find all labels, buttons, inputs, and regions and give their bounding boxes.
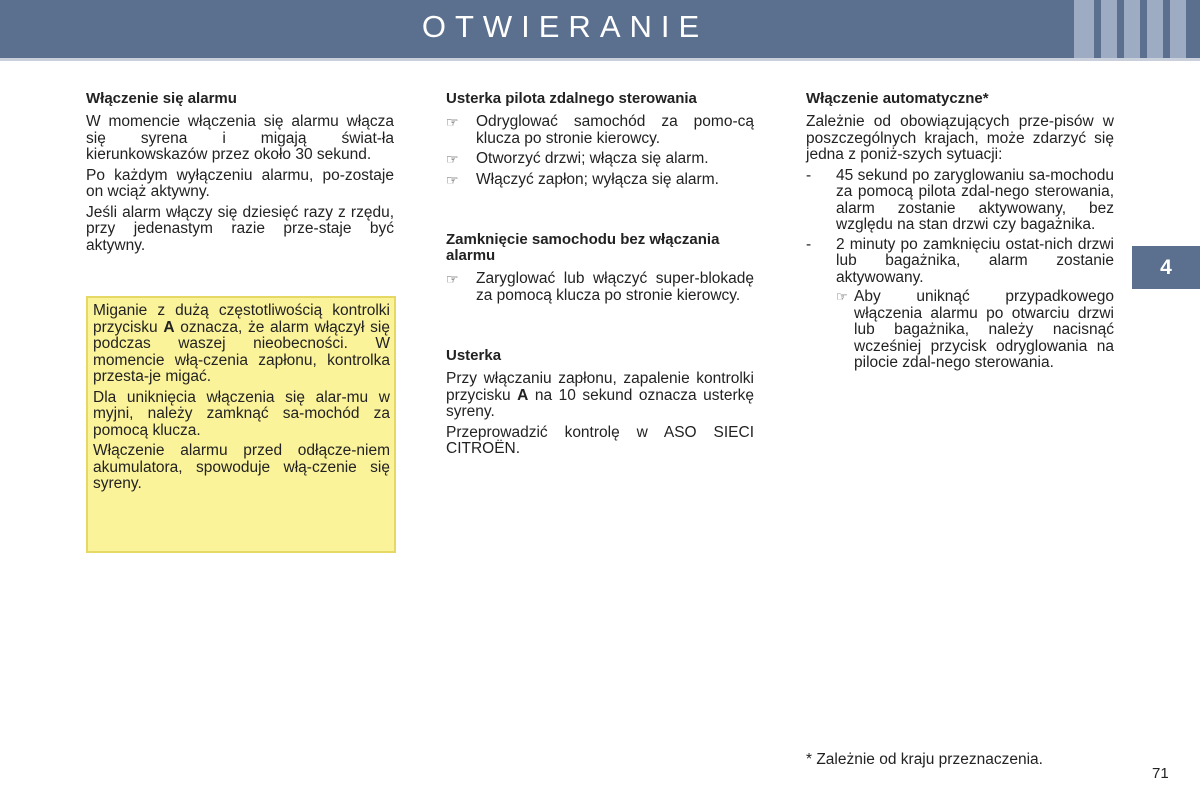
pointing-hand-icon: ☞ — [446, 271, 459, 287]
paragraph — [446, 371, 754, 421]
footnote: * Zależnie od kraju przeznaczenia. — [806, 751, 1043, 768]
paragraph-text: na 10 sekund oznacza usterkę syreny. — [446, 386, 754, 420]
dash-item — [806, 237, 1114, 287]
pointing-hand-icon: ☞ — [446, 171, 459, 188]
dash-item — [806, 168, 1114, 234]
dash-marker: - — [806, 166, 812, 184]
paragraph: Po każdym wyłączeniu alarmu, po-zostaje on wciąż aktywny. — [86, 166, 394, 200]
header-stripes — [1074, 0, 1186, 58]
paragraph: Przeprowadzić kontrolę w ASO SIECI CITROËN. — [446, 423, 754, 457]
list-item — [446, 271, 754, 304]
paragraph: Zależnie od obowiązujących prze-pisów w poszczególnych krajach, może zdarzyć się jedna z poniż-szych sytuacji: — [806, 113, 1114, 163]
chapter-tab: 4 — [1132, 246, 1200, 289]
note-text: oznacza, że alarm włączył się podczas waszej nieobecności. W momencie włą-czenia zapłonu, kontrolka przesta-je migać. — [93, 318, 390, 385]
column-1 — [86, 91, 394, 258]
dash-marker: - — [806, 235, 812, 253]
list-item — [446, 172, 754, 189]
header-stripe — [1101, 0, 1117, 58]
note-paragraph: Dla uniknięcia włączenia się alar-mu w myjni, należy zamknąć sa-mochód za pomocą klucza. — [93, 388, 390, 439]
note-paragraph: Włączenie alarmu przed odłącze-niem akumulatora, spowoduje włą-czenie się syreny. — [93, 442, 390, 492]
column-3 — [806, 91, 1114, 375]
section-heading: Zamknięcie samochodu bez włączania alarmu — [446, 231, 720, 264]
sub-item — [836, 289, 1114, 372]
button-reference: A — [163, 318, 175, 336]
page-header — [0, 0, 1200, 58]
highlight-note — [86, 296, 396, 553]
note-text: Miganie z dużą częstotliwością kontrolki przycisku — [93, 302, 390, 336]
paragraph: W momencie włączenia się alarmu włącza się syrena i migają świat-ła kierunkowskazów przez około 30 sekund. — [86, 113, 394, 163]
section-heading: Włączenie się alarmu — [86, 90, 237, 107]
page-number: 71 — [1152, 765, 1169, 782]
header-stripe — [1147, 0, 1163, 58]
header-underline — [0, 58, 1200, 61]
header-stripe — [1170, 0, 1186, 58]
section-heading: Usterka — [446, 347, 502, 364]
paragraph: Jeśli alarm włączy się dziesięć razy z rzędu, przy jedenastym razie prze-staje być aktywny. — [86, 203, 394, 254]
pointing-hand-icon: ☞ — [446, 151, 459, 167]
header-stripe — [1124, 0, 1140, 58]
list-item-text: Odryglować samochód za pomo-cą klucza po stronie kierowcy. — [476, 113, 754, 147]
list-item-text: Włączyć zapłon; wyłącza się alarm. — [476, 170, 719, 188]
header-stripe — [1074, 0, 1094, 58]
button-reference: A — [517, 386, 529, 404]
page-title: OTWIERANIE — [421, 9, 709, 44]
list-item — [446, 114, 754, 147]
section-heading: Włączenie automatyczne* — [806, 90, 989, 107]
column-2 — [446, 91, 754, 462]
section-heading: Usterka pilota zdalnego sterowania — [446, 90, 697, 107]
list-item — [446, 151, 754, 168]
list-item-text: Otworzyć drzwi; włącza się alarm. — [476, 150, 709, 167]
paragraph-text: Przy włączaniu zapłonu, zapalenie kontrolki przycisku — [446, 370, 754, 404]
dash-item-text: 2 minuty po zamknięciu ostat-nich drzwi lub bagażnika, alarm zostanie aktywowany. — [836, 235, 1114, 286]
note-paragraph — [93, 303, 390, 386]
dash-item-text: 45 sekund po zaryglowaniu sa-mochodu za pomocą pilota zdal-nego sterowania, alarm zostanie aktywowany, bez względu na stan drzwi czy bagażnika. — [836, 166, 1114, 233]
pointing-hand-icon: ☞ — [836, 289, 848, 304]
pointing-hand-icon: ☞ — [446, 114, 459, 130]
list-item-text: Zaryglować lub włączyć super-blokadę za pomocą klucza po stronie kierowcy. — [476, 270, 754, 304]
sub-item-text: Aby uniknąć przypadkowego włączenia alarmu po otwarciu drzwi lub bagażnika, należy nacisnąć wcześniej przycisk odryglowania na pilocie zdal-nego sterowania. — [854, 288, 1114, 371]
